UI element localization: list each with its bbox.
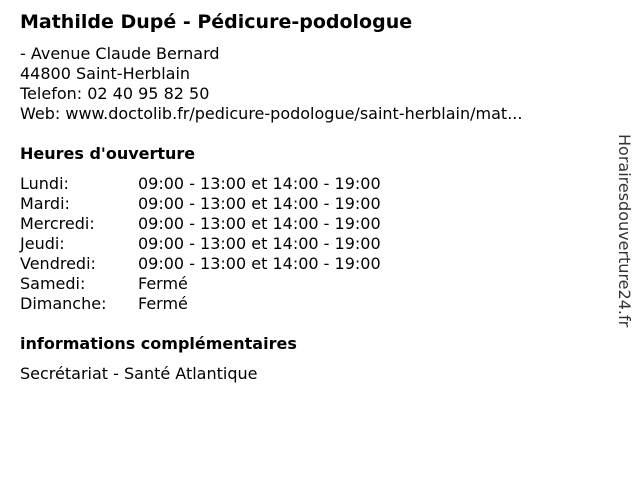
hours-value: Fermé bbox=[138, 274, 188, 293]
day-label: Mardi: bbox=[20, 194, 70, 213]
hours-value: 09:00 - 13:00 et 14:00 - 19:00 bbox=[138, 234, 381, 253]
web-line: Web: www.doctolib.fr/pedicure-podologue/saint-herblain/mat... bbox=[20, 104, 523, 123]
day-label: Lundi: bbox=[20, 174, 69, 193]
hours-row-wednesday bbox=[20, 214, 381, 234]
hours-value: Fermé bbox=[138, 294, 188, 313]
street-line: - Avenue Claude Bernard bbox=[20, 44, 220, 63]
hours-value: 09:00 - 13:00 et 14:00 - 19:00 bbox=[138, 254, 381, 273]
opening-hours-table bbox=[20, 174, 381, 314]
site-watermark: Horairesdouverture24.fr bbox=[615, 134, 634, 328]
hours-value: 09:00 - 13:00 et 14:00 - 19:00 bbox=[138, 174, 381, 193]
city-line: 44800 Saint-Herblain bbox=[20, 64, 191, 83]
day-label: Dimanche: bbox=[20, 294, 107, 313]
day-label: Mercredi: bbox=[20, 214, 95, 233]
hours-row-saturday bbox=[20, 274, 381, 294]
additional-info-text: Secrétariat - Santé Atlantique bbox=[20, 364, 258, 383]
opening-hours-heading: Heures d'ouverture bbox=[20, 144, 196, 163]
address-block bbox=[20, 44, 522, 124]
hours-row-monday bbox=[20, 174, 381, 194]
day-label: Vendredi: bbox=[20, 254, 96, 273]
page-title: Mathilde Dupé - Pédicure-podologue bbox=[20, 11, 413, 33]
hours-row-thursday bbox=[20, 234, 381, 254]
day-label: Samedi: bbox=[20, 274, 86, 293]
hours-row-sunday bbox=[20, 294, 381, 314]
hours-row-friday bbox=[20, 254, 381, 274]
day-label: Jeudi: bbox=[20, 234, 65, 253]
hours-row-tuesday bbox=[20, 194, 381, 214]
additional-info-heading: informations complémentaires bbox=[20, 334, 297, 353]
hours-value: 09:00 - 13:00 et 14:00 - 19:00 bbox=[138, 194, 381, 213]
phone-line: Telefon: 02 40 95 82 50 bbox=[20, 84, 210, 103]
hours-value: 09:00 - 13:00 et 14:00 - 19:00 bbox=[138, 214, 381, 233]
